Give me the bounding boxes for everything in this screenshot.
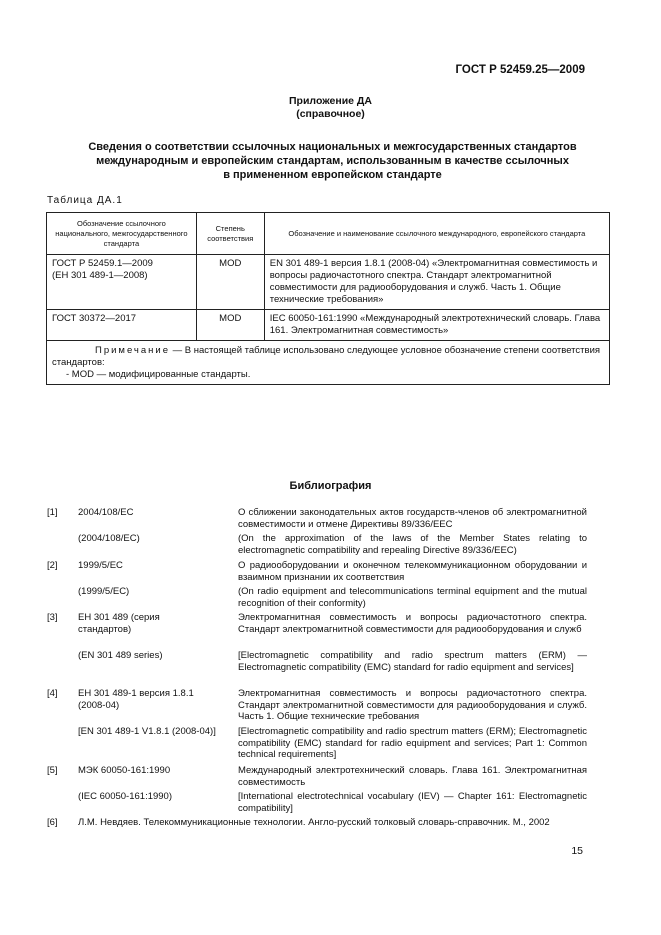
entry-number: [6] bbox=[47, 817, 58, 828]
table-caption: Таблица ДА.1 bbox=[47, 195, 123, 206]
national-standard-cell bbox=[47, 255, 197, 310]
note-label: Примечание bbox=[95, 345, 170, 356]
entry-number: [4] bbox=[47, 688, 58, 699]
national-standard: ГОСТ Р 52459.1—2009 bbox=[52, 258, 153, 269]
note-text: — В настоящей таблице использовано следующее условное обозначение степени соответствия стандартов: bbox=[52, 345, 601, 368]
table-header-row bbox=[47, 213, 610, 255]
degree-cell: MOD bbox=[196, 310, 264, 341]
bibliography-title: Библиография bbox=[289, 480, 372, 492]
entry-code: ЕН 301 489 (серия стандартов) bbox=[78, 612, 160, 635]
standard-designation: ГОСТ Р 52459.25—2009 bbox=[455, 64, 585, 76]
entry-description: [Electromagnetic compatibility and radio spectrum matters (ERM) — Electromagnetic compatibility (EMC) standard for radio equipment and services] bbox=[238, 650, 587, 673]
heading-line: в примененном европейском стандарте bbox=[223, 169, 442, 181]
entry-code: 1999/5/ЕС bbox=[78, 560, 123, 571]
entry-description: [Electromagnetic compatibility and radio spectrum matters (ERM); Electromagnetic compatibility (EMC) standard for radio equipment and services; Part 1: Common technical requirements] bbox=[238, 726, 587, 760]
reference-cell: IEC 60050-161:1990 «Международный электротехнический словарь. Глава 161. Электромагнитная совместимость» bbox=[264, 310, 609, 341]
entry-number: [3] bbox=[47, 612, 58, 623]
national-standard-cell bbox=[47, 310, 197, 341]
entry-description: Электромагнитная совместимость и вопросы радиочастотного спектра. Стандарт электромагнитной совместимости для радиооборудования и служб. Часть 1. Общие технические требования bbox=[238, 688, 587, 722]
section-heading bbox=[60, 140, 605, 182]
heading-line: Сведения о соответствии ссылочных национальных и межгосударственных стандартов bbox=[88, 141, 577, 153]
correspondence-table bbox=[46, 212, 610, 385]
entry-code: ЕН 301 489-1 версия 1.8.1 (2008-04) bbox=[78, 688, 194, 711]
entry-description: (On the approximation of the laws of the Member States relating to electromagnetic compatibility and repealing Directive 89/336/EEC) bbox=[238, 533, 587, 556]
entry-description: (On radio equipment and telecommunications terminal equipment and the mutual recognition of their conformity) bbox=[238, 586, 587, 609]
entry-description: [International electrotechnical vocabulary (IEV) — Chapter 161: Electromagnetic compatibility] bbox=[238, 791, 587, 814]
table-row bbox=[47, 310, 610, 341]
entry-description: О сближении законодательных актов государств-членов об электромагнитной совместимости и отмене Директивы 89/336/ЕЕС bbox=[238, 507, 587, 530]
entry-code: (1999/5/EC) bbox=[78, 586, 130, 597]
national-standard: ГОСТ 30372—2017 bbox=[52, 313, 137, 324]
table-row bbox=[47, 255, 610, 310]
degree-cell: MOD bbox=[196, 255, 264, 310]
entry-code: (2004/108/EC) bbox=[78, 533, 140, 544]
entry-description: О радиооборудовании и оконечном телекоммуникационном оборудовании и взаимном признании их соответствия bbox=[238, 560, 587, 583]
entry-code: [EN 301 489-1 V1.8.1 (2008-04)] bbox=[78, 726, 216, 737]
note-item: - MOD — модифицированные стандарты. bbox=[66, 369, 251, 380]
entry-code: (IEC 60050-161:1990) bbox=[78, 791, 173, 802]
entry-description: Электромагнитная совместимость и вопросы радиочастотного спектра. Стандарт электромагнитной совместимости для радиооборудования и служб bbox=[238, 612, 587, 635]
national-standard-alt: (ЕН 301 489-1—2008) bbox=[52, 270, 148, 281]
table-note-row bbox=[47, 341, 610, 385]
entry-number: [5] bbox=[47, 765, 58, 776]
header-international-standard: Обозначение и наименование ссылочного международного, европейского стандарта bbox=[264, 213, 609, 255]
entry-number: [1] bbox=[47, 507, 58, 518]
entry-code: 2004/108/ЕС bbox=[78, 507, 134, 518]
entry-code: (EN 301 489 series) bbox=[78, 650, 163, 661]
annex-title: Приложение ДА bbox=[289, 95, 372, 107]
entry-number: [2] bbox=[47, 560, 58, 571]
entry-description: Международный электротехнический словарь. Глава 161. Электромагнитная совместимость bbox=[238, 765, 587, 788]
header-national-standard: Обозначение ссылочного национального, межгосударственного стандарта bbox=[47, 213, 197, 255]
entry-description: Л.М. Невдяев. Телекоммуникационные технологии. Англо-русский толковый словарь-справочник. М., 2002 bbox=[78, 817, 550, 828]
reference-cell: EN 301 489-1 версия 1.8.1 (2008-04) «Электромагнитная совместимость и вопросы радиочастотного спектра. Стандарт электромагнитной совместимости для радиооборудования и служб. Часть 1. Общие технические требования» bbox=[264, 255, 609, 310]
heading-line: международным и европейским стандартам, использованным в качестве ссылочных bbox=[96, 155, 569, 167]
table-note bbox=[47, 341, 610, 385]
entry-code: МЭК 60050-161:1990 bbox=[78, 765, 171, 776]
annex-subtitle: (справочное) bbox=[296, 108, 365, 120]
page-number: 15 bbox=[571, 845, 583, 857]
header-degree: Степень соответствия bbox=[196, 213, 264, 255]
